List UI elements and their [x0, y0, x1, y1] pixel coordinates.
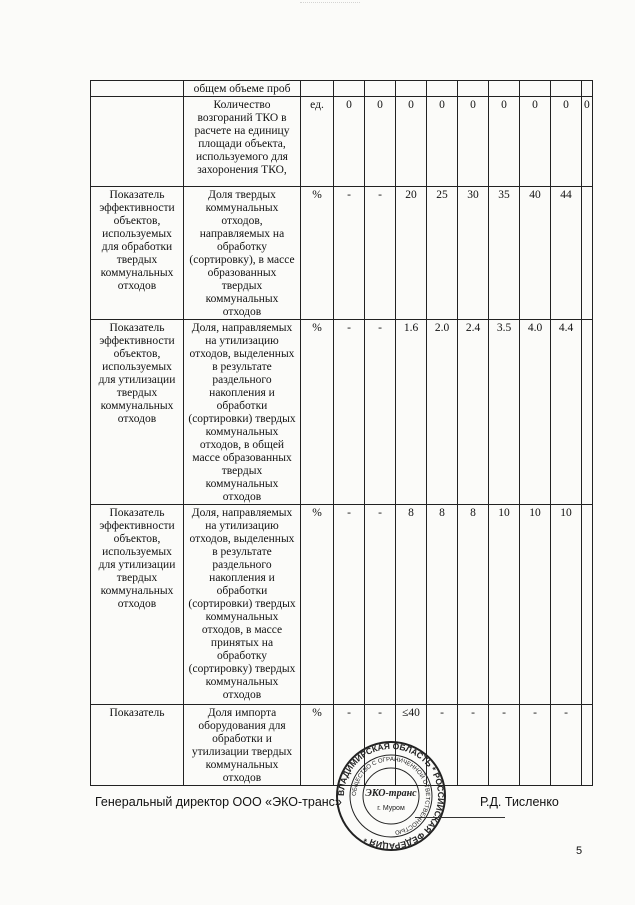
table-row — [91, 320, 593, 505]
signatory-title: Генеральный директор ООО «ЭКО-транс» — [95, 795, 342, 809]
value-cell — [458, 81, 489, 97]
indicators-table — [90, 80, 593, 786]
value-cell: - — [334, 705, 365, 786]
value-cell — [489, 81, 520, 97]
value-cell: ≤40 — [396, 705, 427, 786]
indicator-cell: Показатель эффективности объектов, используемых для утилизации твердых коммунальных отходов — [91, 505, 184, 705]
value-cell: - — [365, 320, 396, 505]
value-cell — [582, 187, 593, 320]
value-cell: - — [551, 705, 582, 786]
value-cell: - — [365, 187, 396, 320]
value-cell: 0 — [334, 97, 365, 187]
value-cell: - — [334, 320, 365, 505]
description-cell: Количество возгораний ТКО в расчете на единицу площади объекта, используемого для захоронения ТКО, — [184, 97, 301, 187]
value-cell: - — [427, 705, 458, 786]
value-cell: 1.6 — [396, 320, 427, 505]
value-cell: 0 — [365, 97, 396, 187]
value-cell: 25 — [427, 187, 458, 320]
value-cell: 0 — [458, 97, 489, 187]
description-cell: общем объеме проб — [184, 81, 301, 97]
value-cell — [582, 505, 593, 705]
seal-center-text: ЭКО-транс — [365, 788, 417, 799]
value-cell: 2.0 — [427, 320, 458, 505]
value-cell: - — [458, 705, 489, 786]
scan-artifact — [300, 2, 360, 9]
indicator-cell — [91, 81, 184, 97]
value-cell — [520, 81, 551, 97]
value-cell: - — [365, 705, 396, 786]
seal-outer-text: ВЛАДИМИРСКАЯ ОБЛАСТЬ * РОССИЙСКАЯ ФЕДЕРАЦИЯ * — [335, 740, 447, 852]
seal-city-text: г. Муром — [377, 805, 405, 812]
value-cell — [427, 81, 458, 97]
value-cell: 10 — [551, 505, 582, 705]
indicator-cell: Показатель эффективности объектов, используемых для обработки твердых коммунальных отходов — [91, 187, 184, 320]
page-number: 5 — [576, 845, 583, 857]
indicator-cell: Показатель эффективности объектов, используемых для утилизации твердых коммунальных отходов — [91, 320, 184, 505]
value-cell: 4.0 — [520, 320, 551, 505]
value-cell: - — [334, 505, 365, 705]
unit-cell: % — [301, 705, 334, 786]
value-cell — [396, 81, 427, 97]
value-cell: 10 — [489, 505, 520, 705]
signatory-name: Р.Д. Тисленко — [480, 795, 559, 809]
value-cell: 4.4 — [551, 320, 582, 505]
table-row — [91, 97, 593, 187]
value-cell: 3.5 — [489, 320, 520, 505]
value-cell — [551, 81, 582, 97]
table-row — [91, 505, 593, 705]
value-cell: 30 — [458, 187, 489, 320]
value-cell: 0 — [520, 97, 551, 187]
table-row — [91, 187, 593, 320]
unit-cell: % — [301, 505, 334, 705]
value-cell: 20 — [396, 187, 427, 320]
unit-cell: % — [301, 187, 334, 320]
company-seal — [335, 740, 447, 852]
value-cell: 40 — [520, 187, 551, 320]
indicator-cell: Показатель — [91, 705, 184, 786]
value-cell — [582, 705, 593, 786]
value-cell: - — [334, 187, 365, 320]
value-cell: 0 — [582, 97, 593, 187]
value-cell: - — [489, 705, 520, 786]
value-cell: 35 — [489, 187, 520, 320]
value-cell: 0 — [396, 97, 427, 187]
value-cell: 8 — [427, 505, 458, 705]
value-cell: 44 — [551, 187, 582, 320]
description-cell: Доля, направляемых на утилизацию отходов, выделенных в результате раздельного накопления и обработки (сортировки) твердых коммунальных отходов, в массе принятых на обработку (сортировку) твердых коммунальных отходов — [184, 505, 301, 705]
value-cell — [582, 320, 593, 505]
value-cell: - — [365, 505, 396, 705]
value-cell: 0 — [427, 97, 458, 187]
table-row — [91, 81, 593, 97]
description-cell: Доля импорта оборудования для обработки и утилизации твердых коммунальных отходов — [184, 705, 301, 786]
unit-cell — [301, 81, 334, 97]
value-cell: 8 — [396, 505, 427, 705]
value-cell — [582, 81, 593, 97]
seal-middle-text: ОБЩЕСТВО С ОГРАНИЧЕННОЙ ОТВЕТСТВЕННОСТЬЮ — [351, 756, 431, 835]
value-cell — [365, 81, 396, 97]
value-cell: 10 — [520, 505, 551, 705]
unit-cell: ед. — [301, 97, 334, 187]
value-cell — [334, 81, 365, 97]
description-cell: Доля, направляемых на утилизацию отходов, выделенных в результате раздельного накопления и обработки (сортировки) твердых коммунальных отходов, в общей массе образованных твердых коммунальных отходов — [184, 320, 301, 505]
value-cell: - — [520, 705, 551, 786]
unit-cell: % — [301, 320, 334, 505]
description-cell: Доля твердых коммунальных отходов, направляемых на обработку (сортировку), в массе образованных твердых коммунальных отходов — [184, 187, 301, 320]
value-cell: 0 — [489, 97, 520, 187]
value-cell: 2.4 — [458, 320, 489, 505]
indicator-cell — [91, 97, 184, 187]
value-cell: 0 — [551, 97, 582, 187]
value-cell: 8 — [458, 505, 489, 705]
table-body — [91, 81, 593, 786]
